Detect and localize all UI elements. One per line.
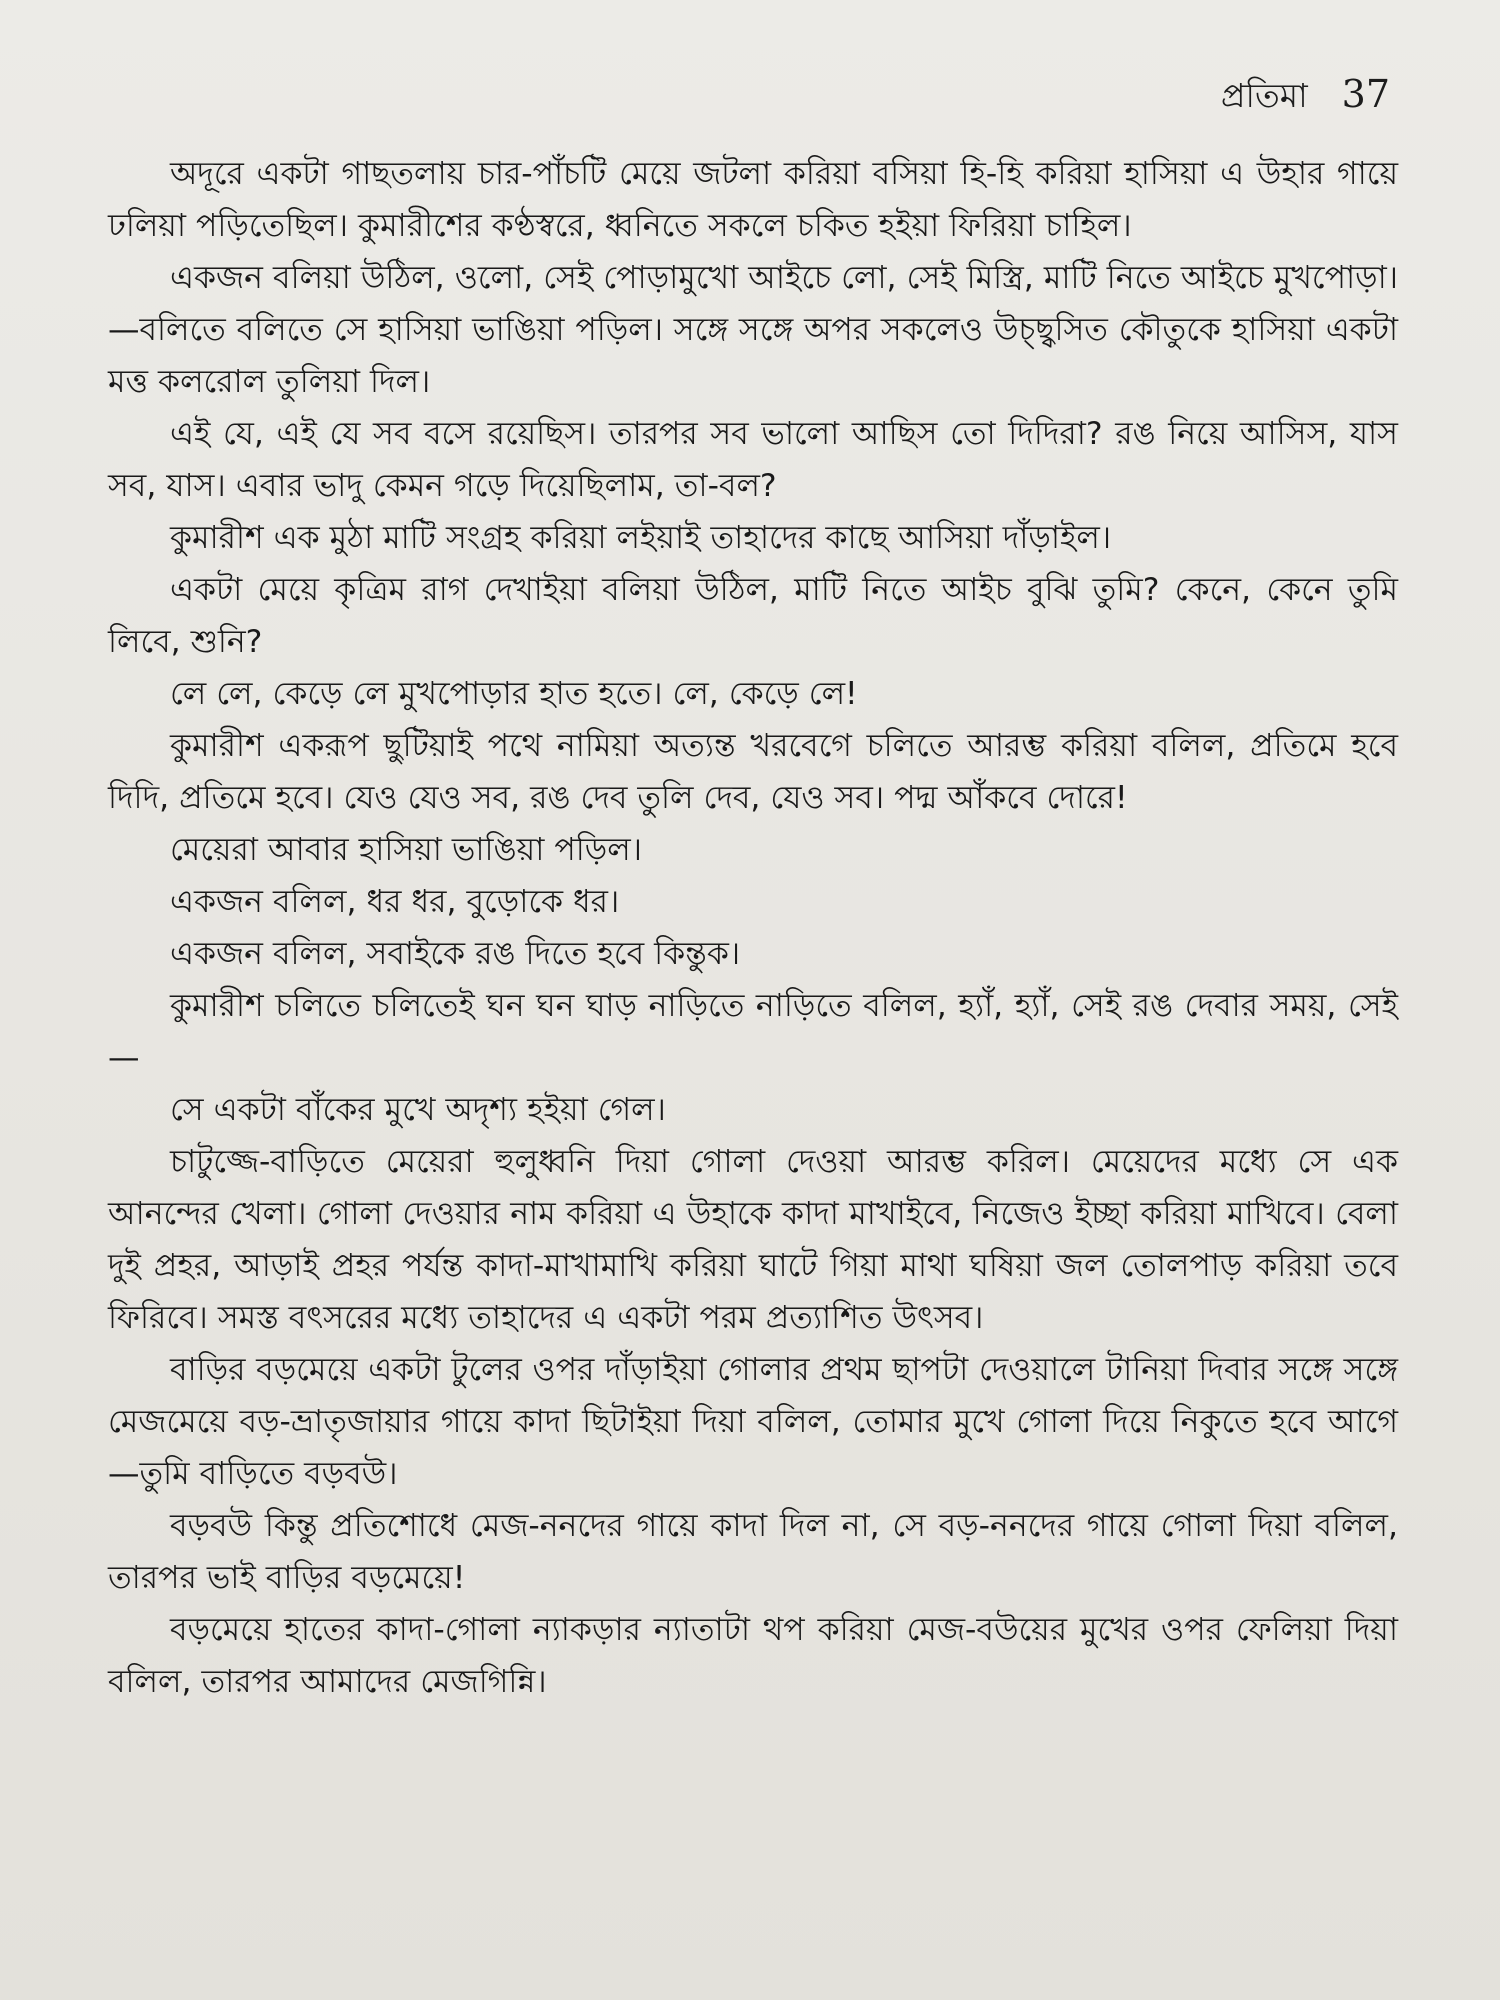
paragraph: কুমারীশ এক মুঠা মাটি সংগ্রহ করিয়া লইয়াই তাহাদের কাছে আসিয়া দাঁড়াইল। bbox=[170, 520, 1112, 556]
paragraph: বাড়ির বড়মেয়ে একটা টুলের ওপর দাঁড়াইয়া গোলার প্রথম ছাপটা দেওয়ালে টানিয়া দিবার সঙ্গে সঙ্গে মেজমেয়ে বড়-ভ্রাতৃজায়ার গায়ে কাদা ছিটাইয়া দিয়া বলিল, তোমার মুখে গোলা দিয়ে নিকুতে হবে আগে—তুমি বাড়িতে বড়বউ। bbox=[108, 1352, 1398, 1492]
paragraph: বড়মেয়ে হাতের কাদা-গোলা ন্যাকড়ার ন্যাতাটা থপ করিয়া মেজ-বউয়ের মুখের ওপর ফেলিয়া দিয়া বলিল, তারপর আমাদের মেজগিন্নি। bbox=[108, 1612, 1398, 1700]
page-number: 37 bbox=[1341, 72, 1390, 116]
paragraph: সে একটা বাঁকের মুখে অদৃশ্য হইয়া গেল। bbox=[170, 1092, 666, 1128]
body-text bbox=[108, 148, 1398, 1708]
paragraph: অদূরে একটা গাছতলায় চার-পাঁচটি মেয়ে জটলা করিয়া বসিয়া হি-হি করিয়া হাসিয়া এ উহার গায়ে ঢলিয়া পড়িতেছিল। কুমারীশের কণ্ঠস্বরে, ধ্বনিতে সকলে চকিত হইয়া ফিরিয়া চাহিল। bbox=[108, 156, 1398, 244]
paragraph: এই যে, এই যে সব বসে রয়েছিস। তারপর সব ভালো আছিস তো দিদিরা? রঙ নিয়ে আসিস, যাস সব, যাস। এবার ভাদু কেমন গড়ে দিয়েছিলাম, তা-বল? bbox=[108, 416, 1398, 504]
paragraph: মেয়েরা আবার হাসিয়া ভাঙিয়া পড়িল। bbox=[170, 832, 642, 868]
paragraph: লে লে, কেড়ে লে মুখপোড়ার হাত হতে। লে, কেড়ে লে! bbox=[170, 676, 858, 712]
paragraph: একজন বলিল, ধর ধর, বুড়োকে ধর। bbox=[170, 884, 620, 920]
running-header bbox=[1221, 70, 1390, 126]
paragraph: কুমারীশ একরূপ ছুটিয়াই পথে নামিয়া অত্যন্ত খরবেগে চলিতে আরম্ভ করিয়া বলিল, প্রতিমে হবে দিদি, প্রতিমে হবে। যেও যেও সব, রঙ দেব তুলি দেব, যেও সব। পদ্ম আঁকবে দোরে! bbox=[108, 728, 1398, 816]
paragraph: একজন বলিয়া উঠিল, ওলো, সেই পোড়ামুখো আইচে লো, সেই মিস্ত্রি, মাটি নিতে আইচে মুখপোড়া।—বলিতে বলিতে সে হাসিয়া ভাঙিয়া পড়িল। সঙ্গে সঙ্গে অপর সকলেও উচ্ছ্বসিত কৌতুকে হাসিয়া একটা মত্ত কলরোল তুলিয়া দিল। bbox=[108, 260, 1398, 400]
paragraph: কুমারীশ চলিতে চলিতেই ঘন ঘন ঘাড় নাড়িতে নাড়িতে বলিল, হ্যাঁ, হ্যাঁ, সেই রঙ দেবার সময়, সেই— bbox=[108, 988, 1398, 1076]
paragraph: বড়বউ কিন্তু প্রতিশোধে মেজ-ননদের গায়ে কাদা দিল না, সে বড়-ননদের গায়ে গোলা দিয়া বলিল, তারপর ভাই বাড়ির বড়মেয়ে! bbox=[108, 1508, 1398, 1596]
paragraph: চাটুজ্জে-বাড়িতে মেয়েরা হুলুধ্বনি দিয়া গোলা দেওয়া আরম্ভ করিল। মেয়েদের মধ্যে সে এক আনন্দের খেলা। গোলা দেওয়ার নাম করিয়া এ উহাকে কাদা মাখাইবে, নিজেও ইচ্ছা করিয়া মাখিবে। বেলা দুই প্রহর, আড়াই প্রহর পর্যন্ত কাদা-মাখামাখি করিয়া ঘাটে গিয়া মাথা ঘষিয়া জল তোলপাড় করিয়া তবে ফিরিবে। সমস্ত বৎসরের মধ্যে তাহাদের এ একটা পরম প্রত্যাশিত উৎসব। bbox=[108, 1144, 1398, 1336]
paragraph: একটা মেয়ে কৃত্রিম রাগ দেখাইয়া বলিয়া উঠিল, মাটি নিতে আইচ বুঝি তুমি? কেনে, কেনে তুমি লিবে, শুনি? bbox=[108, 572, 1398, 660]
running-title: প্রতিমা bbox=[1220, 76, 1308, 115]
paragraph: একজন বলিল, সবাইকে রঙ দিতে হবে কিন্তুক। bbox=[170, 936, 741, 972]
